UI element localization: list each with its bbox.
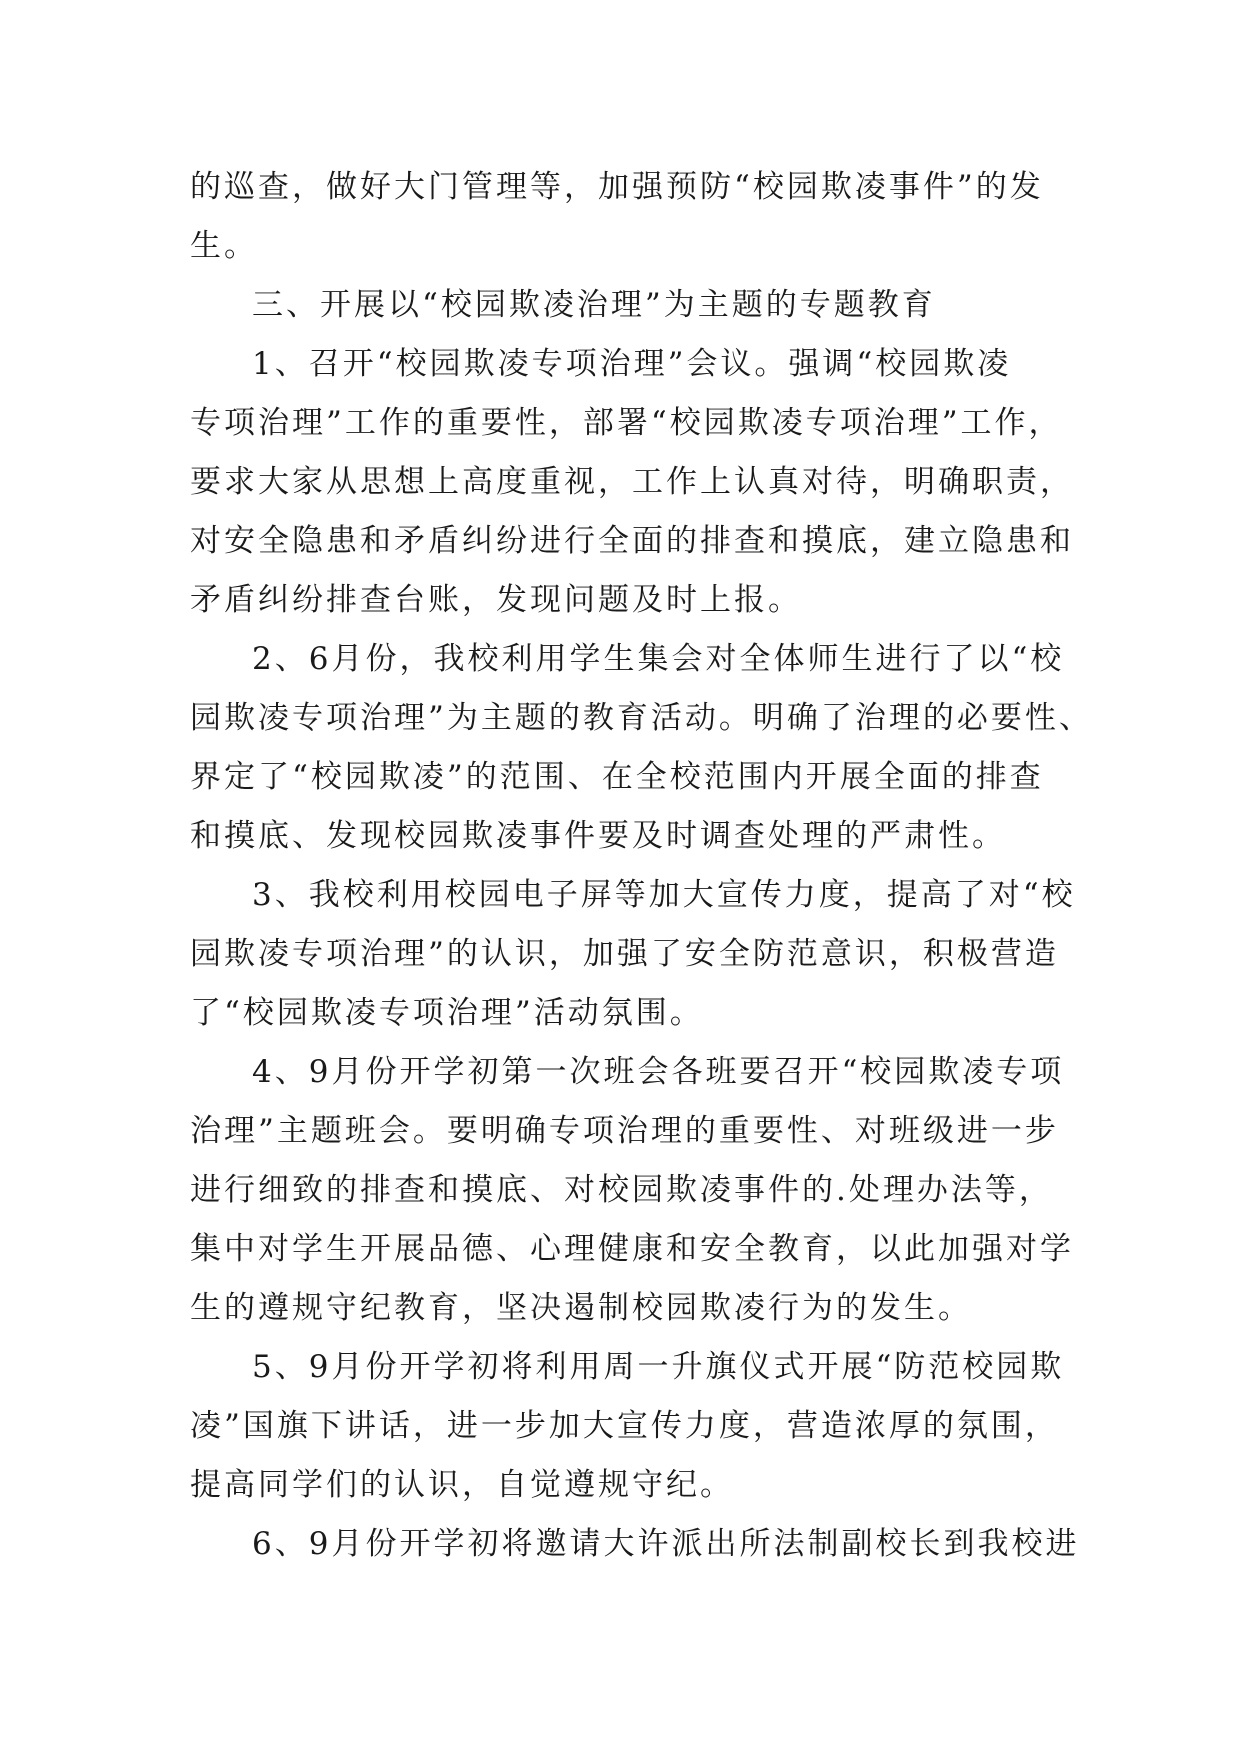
text-line: 了“校园欺凌专项治理”活动氛围。: [190, 995, 704, 1031]
text-line: 专项治理”工作的重要性，部署“校园欺凌专项治理”工作，: [190, 405, 1063, 441]
text-line: 界定了“校园欺凌”的范围、在全校范围内开展全面的排查: [190, 759, 1044, 795]
text-line: 的巡查，做好大门管理等，加强预防“校园欺凌事件”的发: [190, 169, 1044, 205]
text-line: 生的遵规守纪教育，坚决遏制校园欺凌行为的发生。: [190, 1290, 972, 1326]
text-line: 进行细致的排查和摸底、对校园欺凌事件的.处理办法等，: [190, 1172, 1053, 1208]
text-line: 治理”主题班会。要明确专项治理的重要性、对班级进一步: [190, 1113, 1059, 1149]
text-line: 矛盾纠纷排查台账，发现问题及时上报。: [190, 582, 802, 618]
text-line: 园欺凌专项治理”的认识，加强了安全防范意识，积极营造: [190, 936, 1059, 972]
text-line: 1、召开“校园欺凌专项治理”会议。强调“校园欺凌: [252, 346, 1012, 382]
text-line: 4、9月份开学初第一次班会各班要召开“校园欺凌专项: [252, 1054, 1065, 1090]
text-line: 提高同学们的认识，自觉遵规守纪。: [190, 1467, 734, 1503]
text-line: 生。: [190, 228, 258, 264]
text-line: 凌”国旗下讲话，进一步加大宣传力度，营造浓厚的氛围，: [190, 1408, 1059, 1444]
text-line: 集中对学生开展品德、心理健康和安全教育，以此加强对学: [190, 1231, 1074, 1267]
text-line: 和摸底、发现校园欺凌事件要及时调查处理的严肃性。: [190, 818, 1006, 854]
text-line: 园欺凌专项治理”为主题的教育活动。明确了治理的必要性、: [190, 700, 1093, 736]
text-line: 2、6月份，我校利用学生集会对全体师生进行了以“校: [252, 641, 1065, 677]
section-heading: 三、开展以“校园欺凌治理”为主题的专题教育: [252, 287, 936, 323]
text-line: 3、我校利用校园电子屏等加大宣传力度，提高了对“校: [252, 877, 1076, 913]
text-line: 5、9月份开学初将利用周一升旗仪式开展“防范校园欺: [252, 1349, 1065, 1385]
text-line: 对安全隐患和矛盾纠纷进行全面的排查和摸底，建立隐患和: [190, 523, 1074, 559]
text-line: 6、9月份开学初将邀请大许派出所法制副校长到我校进: [252, 1526, 1080, 1562]
document-body: [190, 158, 1093, 1574]
text-line: 要求大家从思想上高度重视，工作上认真对待，明确职责，: [190, 464, 1074, 500]
